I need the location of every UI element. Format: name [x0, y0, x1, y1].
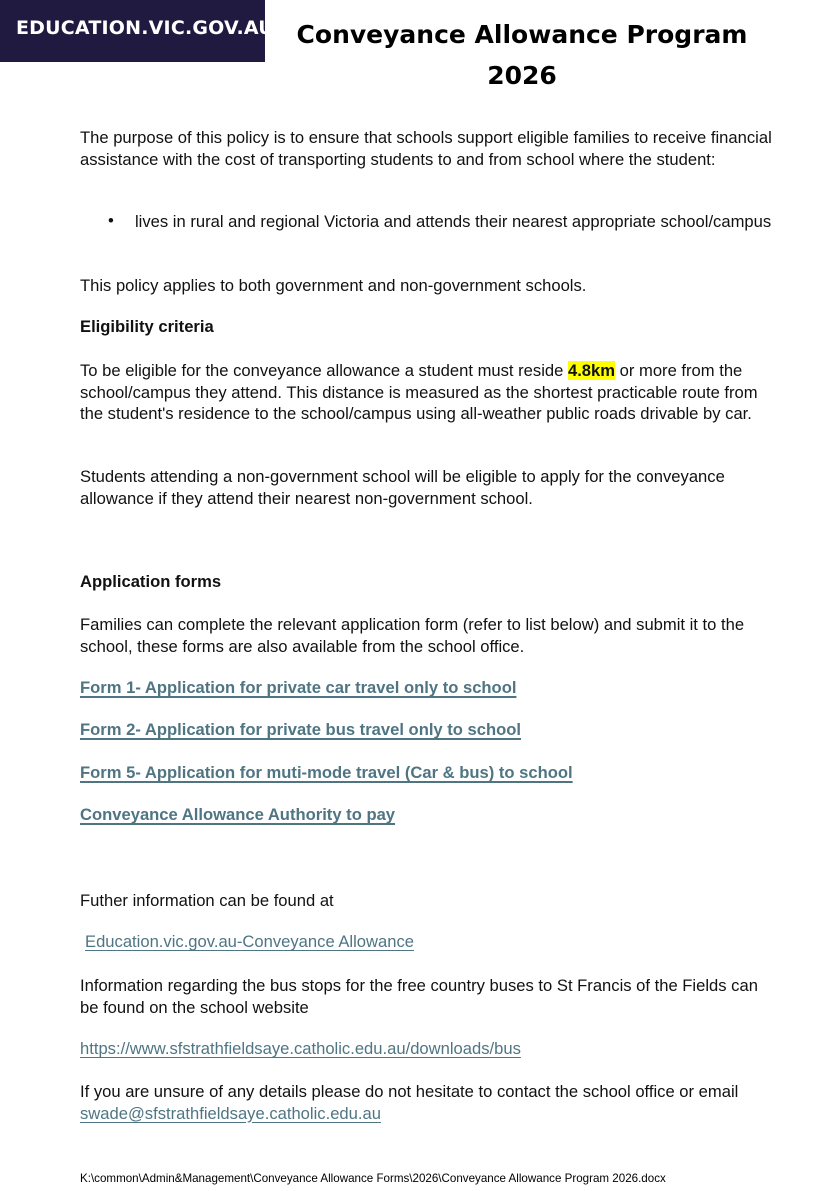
eligibility-text-post: or more from the school/campus they attend. This distance is measured as the shortest practicable route from the student's residence to the school/campus using all-weather public roads drivable by car. — [80, 361, 758, 423]
eligibility-heading: Eligibility criteria — [80, 317, 214, 336]
form-2-link[interactable]: Form 2- Application for private bus travel only to school — [80, 720, 522, 739]
application-forms-heading: Application forms — [80, 572, 222, 591]
bullet-marker: • — [108, 211, 114, 230]
contact-text: If you are unsure of any details please do not hesitate to contact the school office or email — [80, 1082, 739, 1101]
further-info-text: Futher information can be found at — [80, 891, 334, 910]
contact-email-link[interactable]: swade@sfstrathfieldsaye.catholic.edu.au — [80, 1103, 381, 1123]
footer-file-path: K:\common\Admin&Management\Conveyance Allowance Forms\2026\Conveyance Allowance Program 2026.docx — [80, 1172, 666, 1185]
form-5-link[interactable]: Form 5- Application for muti-mode travel (Car & bus) to school — [80, 763, 573, 782]
school-bus-link[interactable]: https://www.sfstrathfieldsaye.catholic.edu.au/downloads/bus — [80, 1039, 521, 1058]
forms-intro-paragraph: Families can complete the relevant application form (refer to list below) and submit it to the school, these forms are also available from the school office. — [80, 615, 745, 656]
eligibility-paragraph — [80, 360, 780, 425]
education-vic-logo: EDUCATION.VIC.GOV.AU — [0, 0, 265, 62]
contact-paragraph — [80, 1081, 770, 1124]
page-title — [268, 14, 776, 96]
purpose-paragraph: The purpose of this policy is to ensure that schools support eligible families to receive financial assistance with the cost of transporting students to and from school where the student: — [80, 128, 772, 169]
eligibility-text-pre: To be eligible for the conveyance allowance a student must reside — [80, 361, 568, 380]
form-1-link[interactable]: Form 1- Application for private car travel only to school — [80, 678, 517, 697]
bus-info-paragraph: Information regarding the bus stops for the free country buses to St Francis of the Fields can be found on the school website — [80, 976, 758, 1017]
eligibility-distance-highlight: 4.8km — [567, 361, 616, 380]
non-government-paragraph: Students attending a non-government school will be eligible to apply for the conveyance allowance if they attend their nearest non-government school. — [80, 467, 725, 508]
title-line-1: Conveyance Allowance Program — [296, 20, 748, 49]
authority-to-pay-link[interactable]: Conveyance Allowance Authority to pay — [80, 805, 396, 824]
title-line-2: 2026 — [487, 61, 557, 90]
bullet-rural-regional: lives in rural and regional Victoria and attends their nearest appropriate school/campus — [135, 212, 772, 231]
applies-paragraph: This policy applies to both government and non-government schools. — [80, 276, 587, 295]
education-conveyance-link[interactable]: Education.vic.gov.au-Conveyance Allowance — [85, 932, 414, 951]
